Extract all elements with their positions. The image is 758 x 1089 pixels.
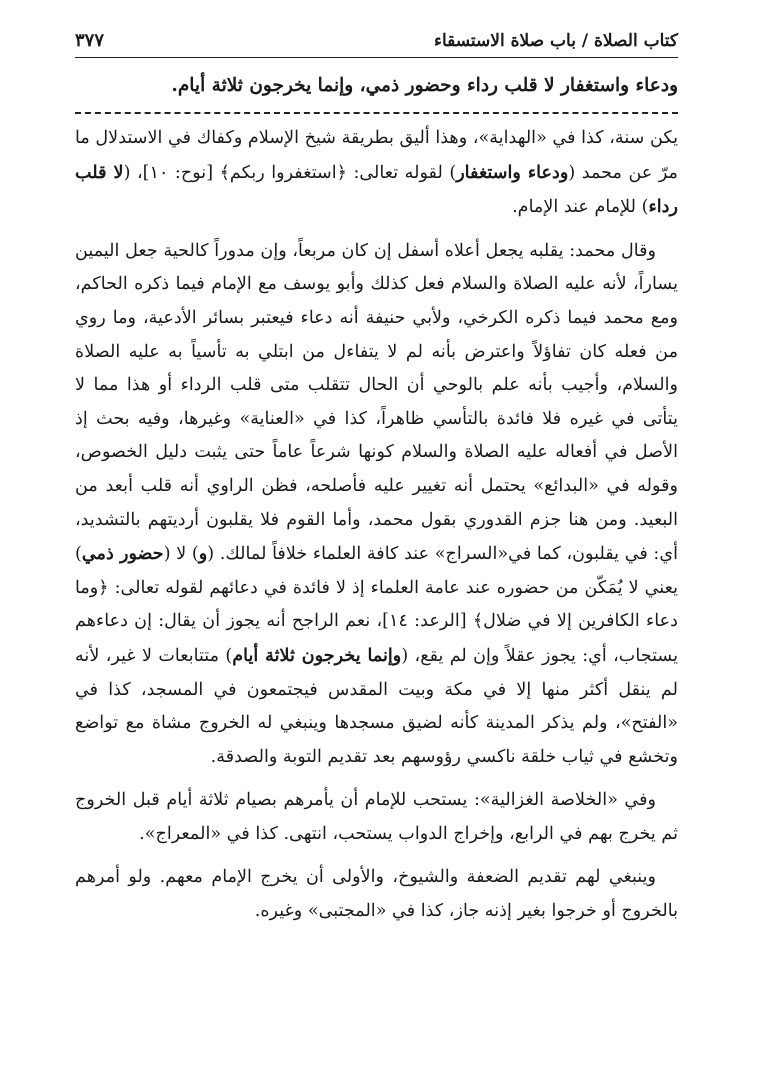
commentary-text: ) للإمام عند الإمام. xyxy=(512,197,649,218)
commentary-text: ) لا ( xyxy=(163,544,199,565)
commentary-paragraph xyxy=(75,784,678,851)
quoted-matn: و xyxy=(198,543,208,565)
quoted-matn: لا قلب رداء xyxy=(75,161,678,218)
main-text: ودعاء واستغفار لا قلب رداء وحضور ذمي، وإنما يخرجون ثلاثة أيام. xyxy=(171,75,678,96)
page-header xyxy=(75,30,678,58)
commentary-text: ) لقوله تعالى: ﴿استغفروا ربكم﴾ [نوح: ١٠]، ( xyxy=(123,162,457,183)
commentary-paragraph xyxy=(75,861,678,928)
commentary-text: وفي «الخلاصة الغزالية»: يستحب للإمام أن يأمرهم بصيام ثلاثة أيام قبل الخروج ثم يخرج بهم في الرابع، وإخراج الدواب يستحب، انتهى. كذا في «المعراج». xyxy=(75,790,678,844)
page-number: ٣٧٧ xyxy=(75,30,105,51)
commentary-text: وينبغي لهم تقديم الضعفة والشيوخ، والأولى أن يخرج الإمام معهم. ولو أمرهم بالخروج أو خرجوا بغير إذنه جاز، كذا في «المجتبى» وغيره. xyxy=(75,867,678,922)
commentary-text: وقال محمد: يقلبه يجعل أعلاه أسفل إن كان مربعاً، وإن مدوراً كالحية جعل اليمين يساراً، لأنه عليه الصلاة والسلام فعل كذلك وأبو يوسف مع الإمام فيما ذكره الحاكم، ومع محمد فيما ذكره الكرخي، ولأبي حنيفة أنه دعاء فيعتبر بسائر الأدعية، وما روي من فعله كان تفاؤلاً واعترض بأنه لم لا يتفاءل من ابتلي به تأسياً به عليه الصلاة والسلام، وأجيب بأنه علم بالوحي أن الحال تتقلب متى قلب الرداء أو هذا مما لا يتأتى في غيره فلا فائدة بالتأسي ظاهراً، كذا في «العناية» وغيرها، وفيه بحث إذ الأصل في أفعاله عليه الصلاة والسلام كونها شرعاً عاماً حتى يثبت دليل الخصوص، وقوله في «البدائع» يحتمل أنه تغيير عليه فأصلحه، فظن الراوي أنه قلب أبعد من البعيد. ومن هنا جزم القدوري بقول محمد، وأما القوم فلا يقلبون أرديتهم بالتشديد، أي: في يقلبون، كما في«السراج» عند كافة العلماء خلافاً لمالك. ( xyxy=(75,240,679,565)
quoted-matn: وإنما يخرجون ثلاثة أيام xyxy=(232,644,402,666)
running-title: كتاب الصلاة / باب صلاة الاستسقاء xyxy=(433,31,678,51)
quoted-matn: حضور ذمي xyxy=(81,543,164,565)
commentary-paragraph xyxy=(75,235,678,775)
commentary-text: ) يعني لا يُمَكّن من حضوره عند عامة العلماء إذ لا فائدة في دعائهم لقوله تعالى: ﴿وما دعاء الكافرين إلا في ضلال﴾ [الرعد: ١٤]، نعم الراجح أنه يجوز أن يقال: إن دعاءهم يستجاب، أي: يجوز عقلاً وإن لم يقع، ( xyxy=(75,544,679,666)
commentary xyxy=(75,122,678,929)
commentary-paragraph xyxy=(75,122,678,225)
text-divider xyxy=(75,112,678,114)
quoted-matn: ودعاء واستغفار xyxy=(456,161,569,183)
commentary-text: ) متتابعات لا غير، لأنه لم ينقل أكثر منها إلا في مكة وبيت المقدس فيجتمعون في المسجد، كذا في «الفتح»، ولم يذكر المدينة كأنه لضيق مسجدها وينبغي له الخروج مشاة مع تواضع وتخشع في ثياب خلقة ناكسي رؤوسهم بعد تقديم التوبة والصدقة. xyxy=(75,645,678,767)
commentary-text: يكن سنة، كذا في «الهداية»، وهذا أليق بطريقة شيخ الإسلام وكفاك في الاستدلال ما مرّ عن محمد ( xyxy=(75,128,678,183)
